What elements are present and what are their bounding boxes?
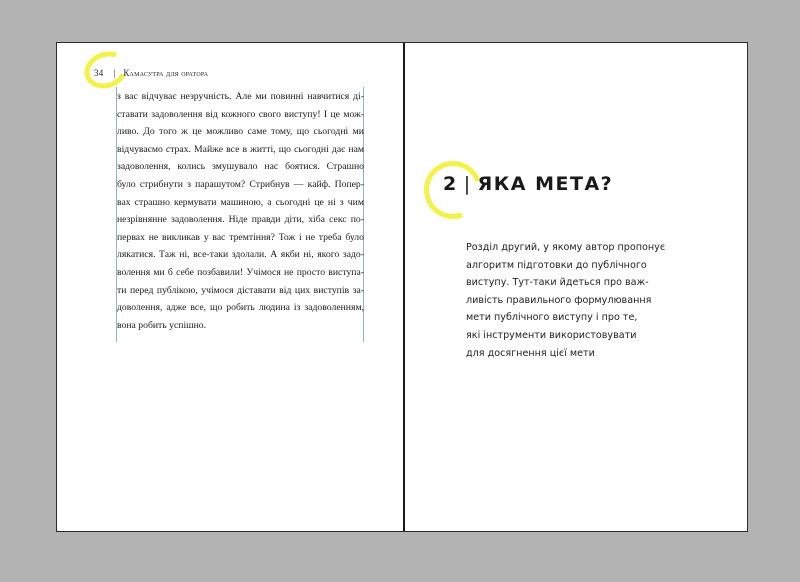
intro-line: Розділ другий, у якому автор пропонує — [466, 242, 666, 253]
book-spread — [56, 42, 748, 532]
body-line: відчуваємо страх. Майже все в житті, що сьогодні дає нам — [117, 143, 364, 155]
intro-line: ливість правильного формулювання — [466, 294, 652, 306]
intro-line: для досягнення цієї мети — [466, 347, 595, 359]
body-line: було стрибнути з парашутом? Стрибнув — кайф. Попер- — [117, 178, 364, 190]
running-head — [94, 68, 208, 78]
chapter-separator: | — [463, 173, 472, 195]
body-line: ти перед публікою, учімося діставати від цих виступів за- — [117, 284, 364, 296]
chapter-title: ЯКА МЕТА? — [477, 173, 614, 195]
right-page — [405, 43, 747, 531]
body-line: лякатися. Таж ні, все-таки здолали. А якби ні, якого задо- — [117, 249, 364, 261]
left-page — [57, 43, 403, 531]
body-line: вах страшно кермувати машиною, а сьогодні це ні з чим — [117, 196, 364, 208]
body-line: незрівнянне задоволення. Ніде правди діти, хіба секс по- — [117, 214, 364, 226]
page-number: 34 — [94, 68, 104, 78]
chapter-intro — [466, 239, 706, 362]
intro-line: які інструменти використовувати — [466, 329, 637, 341]
running-head-separator: | — [113, 68, 116, 78]
body-line: з вас відчуває незручність. Але ми повинні навчитися ді- — [117, 91, 364, 102]
chapter-number: 2 — [443, 173, 458, 195]
chapter-heading — [443, 173, 613, 195]
body-line: волення ми б себе позбавили! Учімося не просто виступа- — [117, 266, 364, 278]
body-line: вона робить успішно. — [117, 319, 207, 331]
intro-line: мети публічного виступу і про те, — [466, 312, 638, 324]
body-line: ливо. До того ж це можливо саме тому, що сьогодні ми — [117, 126, 364, 138]
intro-line: алгоритм підготовки до публічного — [466, 259, 647, 271]
body-line: доволення, адже все, що робить людина із задоволенням, — [117, 302, 364, 314]
body-text — [117, 88, 364, 334]
intro-line: виступу. Тут-таки йдеться про важ- — [466, 277, 649, 289]
body-line: ставати задоволення від кожного свого виступу! І це мож- — [117, 108, 364, 120]
running-title: Камасутра для оратора — [123, 68, 209, 78]
body-line: первах не викликав у вас тремтіння? Тож і не треба було — [117, 231, 364, 243]
body-line: задоволення, колись змушувало нас боятися. Страшно — [117, 161, 364, 173]
